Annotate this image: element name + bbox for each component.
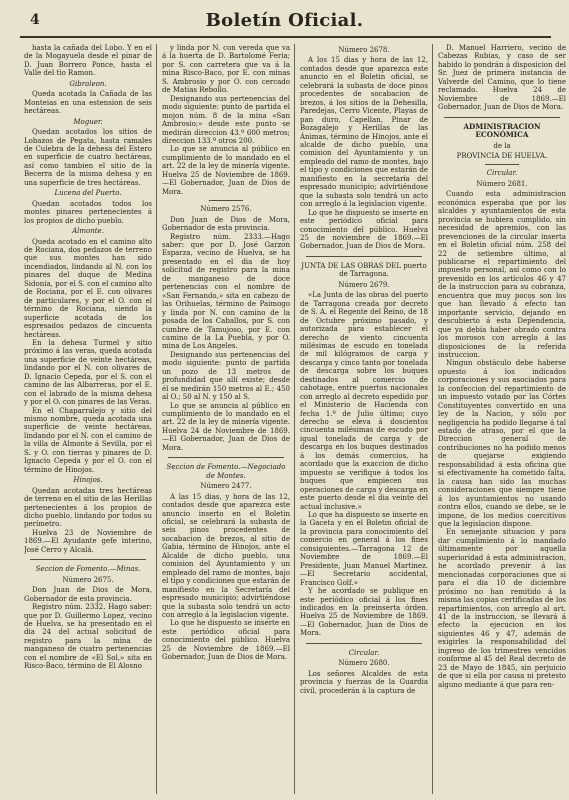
section-rule [306,643,421,644]
paragraph: Circular. [486,169,518,178]
paragraph: Lo que se anuncia al público en cumplimiento de lo mandado en el art. 22 de la ley de minería vigente. Huelva 25 de Noviembre de 1869.—El Gobernador, Juan de Dios de Mora. [162,145,290,196]
masthead-title: Boletín Oficial. [205,10,364,31]
paragraph: Designando sus pertenencias del modo siguiente: punto de partida un pozo de 13 metros de profundidad que allí existe; desde él se medirán 150 metros al E.; 450 al O.; 50 al N. y 150 al S. [162,350,290,402]
paragraph: hasta la cañada del Lobo. Y en el de la Mogayuela desde el pinar de D. Juan Borrero Ponce, hasta el Valle del tio Ramon. [24,44,152,78]
columns [16,44,566,798]
paragraph: Queda acotado en el camino alto de Rociana, dos pedazos de terreno que sus montes han sido incendiados, lindando al N. con los pinares del duque de Medina Sidonia, por el S. con el camino alto de Rociana, por el E. con olivares de particulares, y por el O. con el término de Rociana, siendo la superficie acotada de los espresados pedazos de cincuenta hectáreas. [24,237,152,339]
paragraph: ADMINISTRACION ECONÓMICA [463,121,541,140]
paragraph: En el Chaparralejo y sitio del mismo nombre, queda acotada una superficie de veinte hectáreas, lindando por el N. con el camino de la villa de Almonte á Sevilla, por el S. y O. con tierras y pinares de D. Ignacio Cepeda y por el O. con el término de Hinojos. [24,406,152,474]
column-1 [24,44,152,794]
paragraph: Lo que se anuncia al público en cumplimiento de lo mandado en el art. 22 de la ley de minería vigente. Huelva 24 de Noviembre de 1869.—El Gobernador, Juan de Dios de Mora. [162,401,290,452]
paragraph: Quedan acotados todos los montes pinares pertenecientes á los propios de dicho pueblo. [24,199,152,225]
paragraph: «La Junta de las obras del puerto de Tarragona creada por decreto de S. A. el Regente del Reino, de 18 de Octubre próximo pasado, y autorizada para establecer el derecho de viento cincuenta milésimas de escudo en tonelada de mil kilógramos de carga y descarga y cinco tanto por tonelada de descarga sobre los buques destinados al comercio de cabotage, entre puertos nacionales con arreglo al decreto espedido por el Ministerio de Hacienda con fecha 1.º de Julio último; cuyo derecho se eleva á doscientos cincuenta milésimas de escudo por igual tonelada de carga y de descarga en los buques destinados á los demás comercios, ha acordado que la exaccion de dicho impuesto se verifique á todos los buques que empiecen sus operaciones de carga y descarga en este puerto desde el dia veinte del actual inclusive.» [300,291,428,511]
paragraph: Hinojos. [73,476,103,485]
paragraph: Lo que he dispuesto se inserte en este periódico oficial para conocimiento del público. Huelva 25 de Noviembre de 1869.—El Gobernador, Juan de Dios de Mora. [162,619,290,662]
section-rule [30,559,145,560]
paragraph: Quedan acotadas tres hectáreas de terreno en el sitio de las Herillas pertenecientes á los propios de dicho pueblo, lindando por todos su perímetro. [24,486,152,529]
paragraph: D. Manuel Harriero, vecino de Cabezas Rubias, y caso de ser habido lo pondrán á disposicion del Sr. Juez de primera instancia de Valverde del Camino, que lo tiene reclamado. Huelva 24 de Noviembre de 1869.—El Gobernador, Juan de Dios de Mora. [438,44,566,112]
paragraph: Quedan acotados los sitios de Lobazos de Pegata, hasta ramales de Culebra de la dehesa del Estero en superficie de cuatro hectáreas, así como tambien el sitio de la Becerra de la misma dehesa y en una superficie de tres hectáreas. [24,128,152,187]
column-3 [300,44,428,794]
section-rule [485,164,519,165]
paragraph: Número 2675. [62,575,114,584]
paragraph: Seccion de Fomento.—Negociado de Montes. [166,463,286,480]
paragraph: Circular. [348,648,380,657]
paragraph: Número 2680. [338,659,390,668]
paragraph: Seccion de Fomento.—Minas. [35,565,141,574]
paragraph: Don Juan de Dios de Mora, Gobernador de esta provincia. [162,215,290,233]
paragraph: Y he acordado se publique en este periódico oficial á los fines indicados en la preinserta órden. Huelva 25 de Noviembre de 1869.—El Gobernador, Juan de Dios de Mora. [300,587,428,638]
column-4 [438,44,566,794]
column-divider [156,44,157,794]
paragraph: Ningun obstáculo debe haberse opuesto á los indicados corporaciones y sus asociados para la confeccion del repartimiento de un impuesto votado por las Córtes Constituyentes convertido en una ley de la Nacion, y sólo por negligencia ha podido llegarse á tal estado de atraso, por el que la Direccion general de contribuciones no ha podido menos de quejarse exigiendo responsabilidad á esta oficina que si efectivamente ha cometido falta, la causa han sido las muchas consideraciones que siempre tiene á los ayuntamientos no usando contra ellos, cuando se debe, se le impone, de los medios coercitivos que la legislacion dispone. [438,359,566,529]
paragraph: Don Juan de Dios de Mora, Gobernador de esta provincia. [24,586,152,603]
section-rule [168,457,283,458]
paragraph: Cuando esta administracion económica esperaba que por los alcaldes y ayuntamientos de esta provincia se hubiera cumplido, sin necesidad de apremios, con las prevenciones de la circular inserta en el Boletin oficial núm. 258 del 22 de setiembre último, al publicarse el repartimiento del impuesto personal, así como con lo prevenido en los artículos 46 y 47 de la instruccion para su cobranza, encuentra que muy pocos son los que han llevado á efecto tan importante servicio, dejando en descubierto á esta Dependencia, que ya debía haber obrado contra los morosos con arreglo á las disposiciones de la referida instruccion. [438,190,566,359]
paragraph: Designando sus pertenencias del modo siguiente: punto de partida el mojon núm. 8 de la mina «San Ambrosio;» desde este punto se medirán direccion 43.º 600 metros; direccion 133.º otros 200. [162,94,290,145]
paragraph: Número 2681. [476,179,528,188]
paragraph: y linda por N. con vereda que va á la huerta de D. Bartolomé Feria; por S. con carretera que va á la mina Risco-Baco, por E. con minas S. Ambrosio y por O. con cercado de Matias Rebollo. [162,44,290,95]
paragraph: Registro núm. 2333.—Hago saber: que por D. José Garzon Esparza, vecino de Huelva, se ha presentado en el dia de hoy solicitud de registro para la mina de manganeso de doce pertenencias con el nombre de «San Fernando,» sita en cabezo de las Orihuelas, término de Paimogo y linda por N. con camino de la posada de los Caballos, por S. con cumbre de Tamujoso, por E. con camino de la La Puebla, y por O. mina de Los Angeles. [162,232,290,351]
paragraph: Moguer. [73,117,103,126]
column-divider [432,44,433,794]
paragraph: Lo que ha dispuesto se inserte en la Gaceta y en el Boletin oficial de la provincia para conocimiento del comercio en general á los fines consiguientes.—Tarragona 12 de Noviembre de 1869.—El Presidente, Juan Manuel Martinez.—El Secretario accidental, Francisco Golf.» [300,511,428,587]
paragraph: Número 2679. [338,280,390,289]
paragraph: Los señores Alcaldes de esta provincia y fuerzas de la Guardia civil, procederán á la captura de [300,669,428,695]
column-2 [162,44,290,794]
paragraph: A las 15 dias, y hora de las 12, contados desde que aparezca este anuncio inserto en el Boletin oficial, se celebrará la subasta de seis pinos procedentes de socabacion de brezos, al sitio de Gabia, término de Hinojos, ante el Alcalde de dicho pueblo, una comision del Ayuntamiento y un empleado del ramo de montes, bajo el tipo y condiciones que estarán de manifiesto en la Secretaría del espresado municipio; advirtiéndose que la subasta solo tendrá un acto con arreglo á la legislacion vigente. [162,492,290,619]
section-rule [209,200,243,201]
paragraph: JUNTA DE LAS OBRAS DEL puerto de Tarragona. [301,261,427,279]
paragraph: Lo que he dispuesto se inserte en este periódico oficial para conocimiento del público. Huelva 25 de noviembre de 1869.—El Gobernador, Juan de Dios de Mora. [300,208,428,251]
paragraph: de la [493,141,511,150]
paragraph: En semejante situacion y para dar cumplimiento á lo mandado últimamente por aquella superioridad á esta administracion, he acordado prevenir á las mencionadas corporaciones que si para el dia 10 de diciembre próximo no han remitido á la misma las copias certificadas de los repartimientos, con arreglo al art. 41 de la instruccion, se llevará á efecto la ejecucion en los siguientes 46 y 47, además de exigirles la responsabilidad del ingreso de los trimestres vencidos conforme al 45 del Real decreto de 23 de Mayo de 1845, sin perjuicio de que si ella por causa ni pretesto alguno mediante á que para ren- [438,528,566,689]
paragraph: Número 2576. [200,205,252,214]
paragraph: A los 15 dias y hora de las 12, contados desde que aparezca este anuncio en el Boletin oficial, se celebrará la subasta de doce pinos procedentes de socabacion de brezos, á los sitios de la Dehesilla, Paredejas, Cerro Vicente, Playas de pan duro, Capellan, Pinar de Bozagalejo y Herillas de las Ánimas, término de Hinojos, ante el alcalde de dicho pueblo, una comision del Ayuntamiento y un empleado del ramo de montes, bajo el tipo y condiciones que estarán de manifiesto en la secretaría del espresado municipio; advirtiéndose que la subasta solo tendrá un acto con arreglo á la legislacion vigente. [300,56,428,209]
paragraph: Gibraleon. [69,79,107,88]
paragraph: En la dehesa Turmel y sitio próximo á las veras, queda acotada una superficie de veinte hectáreas, lindando por el N. con olivares de D. Ignacio Cepeda, por el S. con el camino de las Albarreras, por el E. con el labrado de la misma dehesa y por el O. con pinares de las Veras. [24,338,152,407]
header-rule [20,36,551,38]
paragraph: Lucena del Puerto. [54,189,122,198]
page-header [0,0,569,44]
paragraph: Huelva 23 de Noviembre de 1869.—El Ayudante gefe interino, José Cerro y Alcalá. [24,528,152,554]
paragraph: Número 2477. [200,482,252,491]
paragraph: Queda acotada la Cañada de las Monteias en una estension de seis hectáreas. [24,90,152,116]
page-number: 4 [30,12,40,28]
section-rule [444,117,559,118]
paragraph: Registro núm. 2332. Hago saber: que por D. Guillermo Lopez, vecino de Huelva, se ha presentado en el dia 24 del actual solicitud de registro para la mina de manganeso de cuatro pertenencias con el nombre de «El Sol,» sita en Risco-Baco, término de El Alosno [24,603,152,671]
section-rule [306,256,421,257]
paragraph: Almonte. [72,227,104,236]
column-divider [294,44,295,794]
paragraph: Número 2678. [338,46,390,54]
paragraph: PROVINCIA DE HUELVA. [456,151,548,160]
